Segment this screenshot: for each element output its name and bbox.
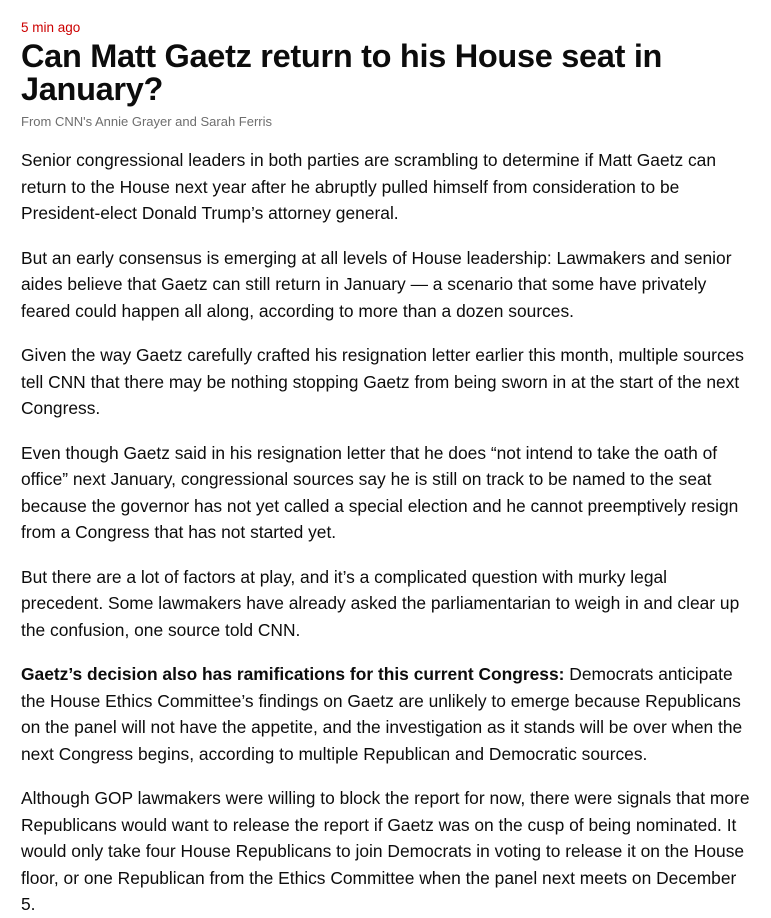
body-paragraph [21, 245, 751, 325]
body-paragraph [21, 785, 751, 918]
paragraph-text: Although GOP lawmakers were willing to block the report for now, there were signals that more Republicans would want to release the report if Gaetz was on the cusp of being nominated. It would only take four House Republicans to join Democrats in voting to release it on the House floor, or one Republican from the Ethics Committee when the panel next meets on December 5. [21, 788, 750, 914]
paragraph-lead: Gaetz’s decision also has ramifications for this current Congress: [21, 664, 565, 684]
paragraph-text: Democrats anticipate the House Ethics Committee’s findings on Gaetz are unlikely to emerge because Republicans on the panel will not have the appetite, and the investigation as it stands will be over when the next Congress begins, according to multiple Republican and Democratic sources. [21, 664, 743, 764]
paragraph-text: Even though Gaetz said in his resignation letter that he does “not intend to take the oath of office” next January, congressional sources say he is still on track to be named to the seat because the governor has not yet called a special election and he cannot preemptively resign from a Congress that has not started yet. [21, 442, 739, 542]
body-paragraph [21, 147, 751, 227]
paragraph-text: But there are a lot of factors at play, and it’s a complicated question with murky legal precedent. Some lawmakers have already asked the parliamentarian to weigh in and clear up the confusion, one source told CNN. [21, 566, 740, 640]
body-paragraph [21, 564, 751, 644]
post-byline: From CNN's Annie Grayer and Sarah Ferris [21, 114, 273, 129]
paragraph-text: Senior congressional leaders in both parties are scrambling to determine if Matt Gaetz can return to the House next year after he abruptly pulled himself from consideration to be President-elect Donald Trump’s attorney general. [21, 150, 717, 223]
body-paragraph [21, 342, 751, 422]
post-timestamp: 5 min ago [21, 20, 81, 35]
post-body [21, 147, 751, 918]
post-headline: Can Matt Gaetz return to his House seat in January? [21, 38, 663, 107]
body-paragraph [21, 661, 751, 767]
paragraph-text: Given the way Gaetz carefully crafted his resignation letter earlier this month, multiple sources tell CNN that there may be nothing stopping Gaetz from being sworn in at the start of the next Congress. [21, 345, 745, 418]
paragraph-text: But an early consensus is emerging at all levels of House leadership: Lawmakers and senior aides believe that Gaetz can still return in January — a scenario that some have privately feared could happen all along, according to more than a dozen sources. [21, 247, 732, 321]
body-paragraph [21, 440, 751, 546]
